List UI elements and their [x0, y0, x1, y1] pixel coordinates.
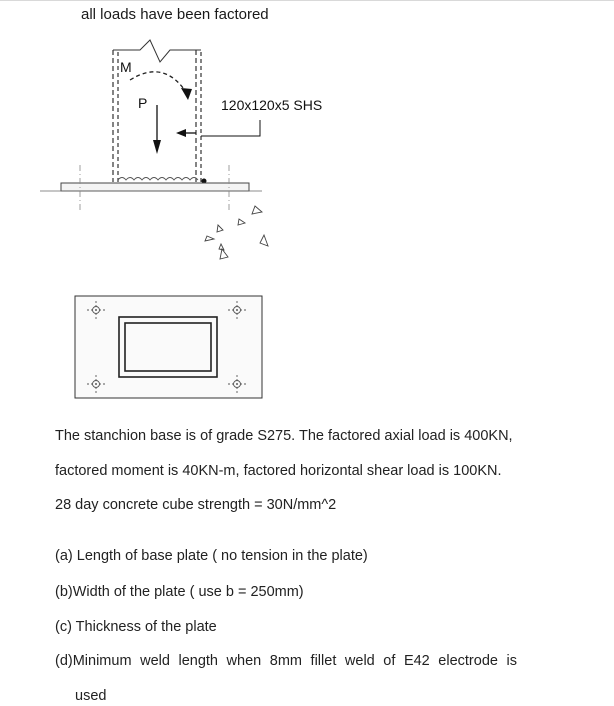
- question-a: (a) Length of base plate ( no tension in the plate): [55, 548, 368, 564]
- base-plate-elevation: [61, 183, 249, 191]
- section-leader-line: [201, 120, 260, 136]
- paragraph-line-3: 28 day concrete cube strength = 30N/mm^2: [55, 497, 337, 513]
- question-b: (b)Width of the plate ( use b = 250mm): [55, 584, 304, 600]
- paragraph-line-1: The stanchion base is of grade S275. The factored axial load is 400KN,: [55, 428, 513, 444]
- section-label: 120x120x5 SHS: [221, 97, 323, 113]
- question-c: (c) Thickness of the plate: [55, 619, 217, 635]
- page-heading: all loads have been factored: [81, 6, 269, 23]
- paragraph-line-2: factored moment is 40KN-m, factored horizontal shear load is 100KN.: [55, 463, 502, 479]
- question-d-continuation: used: [75, 688, 107, 704]
- concrete-hatch: [205, 206, 268, 259]
- moment-label: M: [120, 59, 132, 75]
- axial-load-label: P: [138, 95, 148, 111]
- shear-arrow: [176, 129, 196, 137]
- axial-load-arrow: [153, 105, 161, 154]
- question-d: (d)Minimum weld length when 8mm fillet weld of E42 electrode is: [55, 653, 517, 669]
